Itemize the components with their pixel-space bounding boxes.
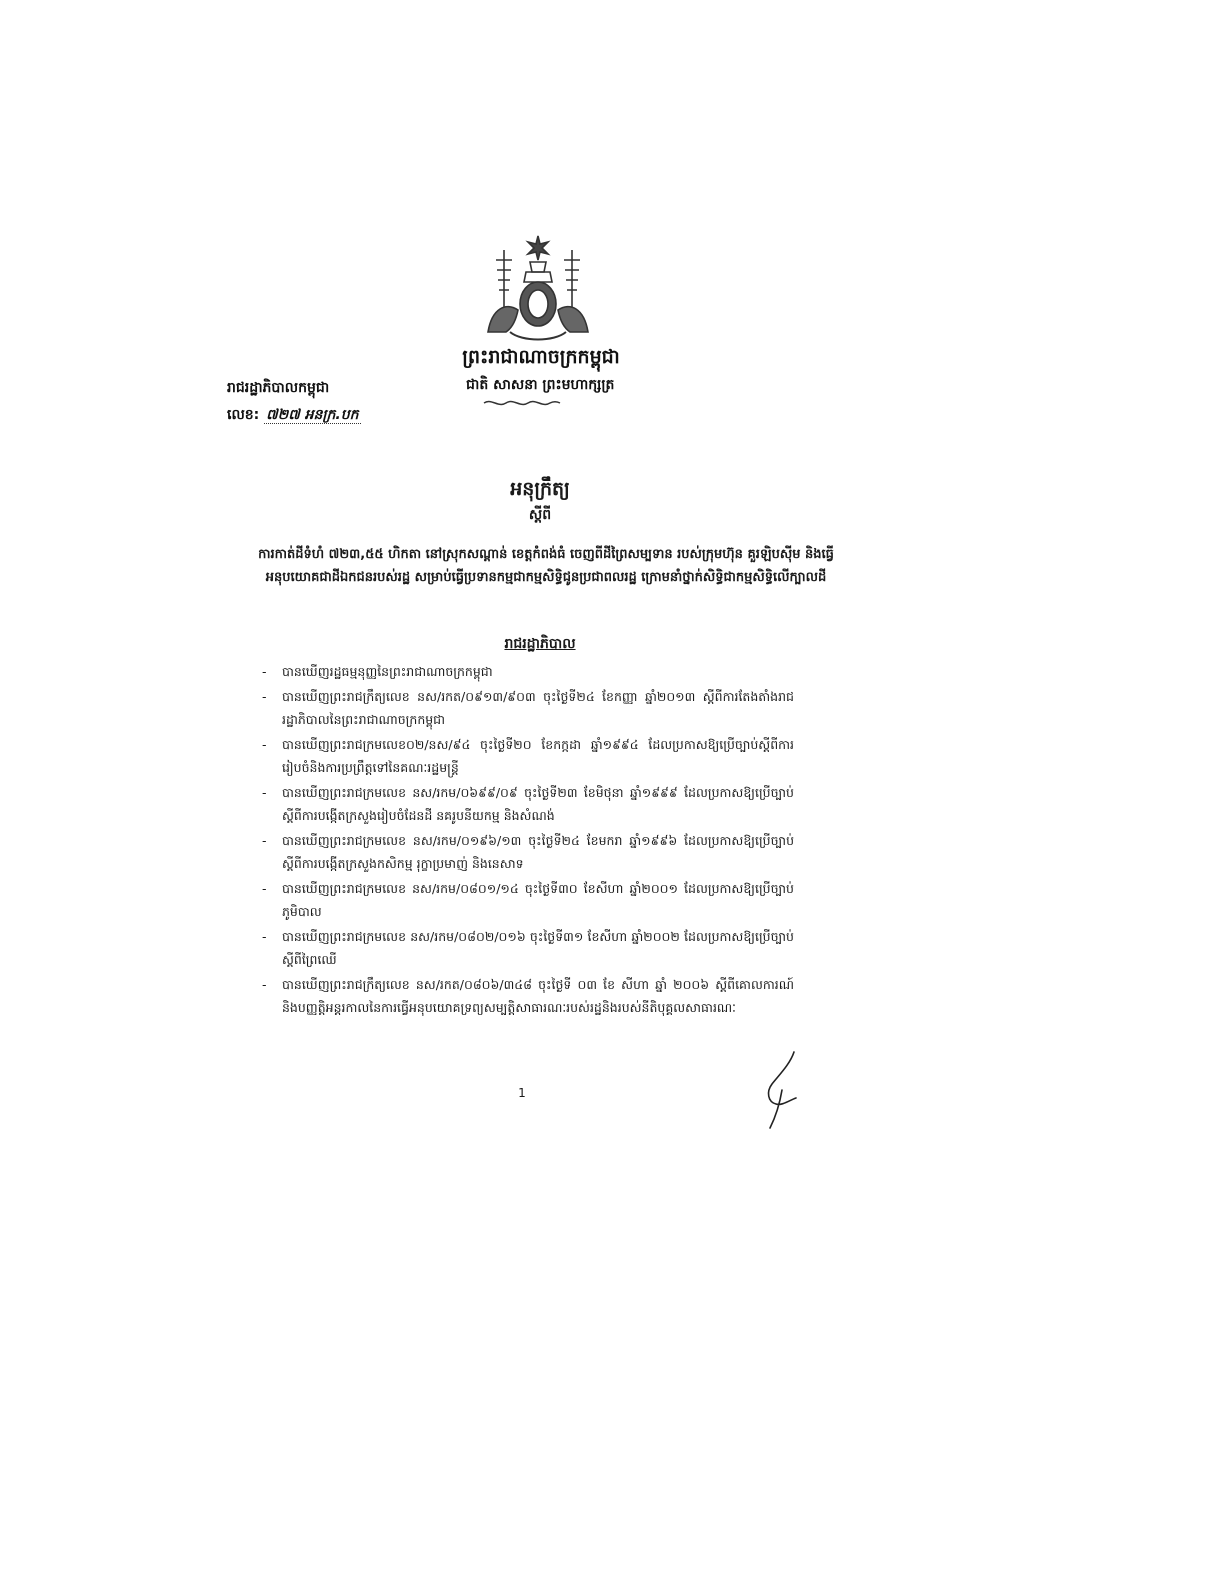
list-item: - បានឃើញព្រះរាជក្រមលេខ០២/នស/៩៤ ចុះថ្ងៃទី២០ ខែកក្កដា ឆ្នាំ១៩៩៤ ដែលប្រកាសឱ្យប្រើច្បាប់ស្តីពីការរៀបចំនិងការប្រព្រឹត្តទៅនៃគណៈរដ្ឋមន្ត្រី [258, 733, 794, 779]
number-value: ៧២៧ អនក្រ.បក [266, 407, 359, 423]
number-label: លេខ: [227, 407, 260, 423]
considerations-list [258, 660, 794, 1021]
government-header: រាជរដ្ឋាភិបាលកម្ពុជា [227, 380, 330, 396]
document-number [227, 405, 361, 426]
document-type-title: អនុក្រឹត្យ [510, 478, 570, 500]
motto-ornament [482, 398, 562, 408]
list-item: - បានឃើញព្រះរាជក្រឹត្យលេខ នស/រកត/០៩១៣/៩០៣ ចុះថ្ងៃទី២៤ ខែកញ្ញា ឆ្នាំ២០១៣ ស្តីពីការតែងតាំងរាជរដ្ឋាភិបាលនៃព្រះរាជាណាចក្រកម្ពុជា [258, 685, 794, 731]
list-item: - បានឃើញព្រះរាជក្រមលេខ នស/រកម/០៦៩៩/០៩ ចុះថ្ងៃទី២៣ ខែមិថុនា ឆ្នាំ១៩៩៩ ដែលប្រកាសឱ្យប្រើច្បាប់ស្តីពីការបង្កើតក្រសួងរៀបចំដែនដី នគរូបនីយកម្ម និងសំណង់ [258, 781, 794, 827]
list-item: - បានឃើញព្រះរាជក្រមលេខ នស/រកម/០៨០១/១៤ ចុះថ្ងៃទី៣០ ខែសីហា ឆ្នាំ២០០១ ដែលប្រកាសឱ្យប្រើច្បាប់ភូមិបាល [258, 877, 794, 923]
list-item: - បានឃើញព្រះរាជក្រមលេខ នស/រកម/០៨០២/០១៦ ចុះថ្ងៃទី៣១ ខែសីហា ឆ្នាំ២០០២ ដែលប្រកាសឱ្យប្រើច្បាប់ស្តីពីព្រៃឈើ [258, 925, 794, 971]
issuer-heading: រាជរដ្ឋាភិបាល [504, 636, 576, 652]
page-number: 1 [518, 1086, 526, 1100]
kingdom-heading: ព្រះរាជាណាចក្រកម្ពុជា [462, 346, 620, 368]
document-subject: ការកាត់ដីទំហំ ៧២៣,៥៥ ហិកតា នៅស្រុកសណ្តាន់ ខេត្តកំពង់ធំ ចេញពីដីព្រៃសម្បទាន របស់ក្រុមហ៊ុន គួរឡិបស៊ីម និងធ្វើអនុបយោគជាដីឯកជនរបស់រដ្ឋ សម្រាប់ធ្វើប្រទានកម្មជាកម្មសិទ្ធិជូនប្រជាពលរដ្ឋ ក្រោមនាំថ្នាក់សិទ្ធិជាកម្មសិទ្ធិលើក្បាលដី [258, 547, 834, 585]
list-item: - បានឃើញព្រះរាជក្រមលេខ នស/រកម/០១៩៦/១៣ ចុះថ្ងៃទី២៤ ខែមករា ឆ្នាំ១៩៩៦ ដែលប្រកាសឱ្យប្រើច្បាប់ស្តីពីការបង្កើតក្រសួងកសិកម្ម រុក្ខាប្រមាញ់ និងនេសាទ [258, 829, 794, 875]
signature-mark [760, 1050, 810, 1130]
list-item: - បានឃើញព្រះរាជក្រឹត្យលេខ នស/រកត/០៨០៦/៣៤៨ ចុះថ្ងៃទី ០៣ ខែ សីហា ឆ្នាំ ២០០៦ ស្តីពីគោលការណ៍ និងបញ្ញត្តិអន្តរកាលនៃការធ្វើអនុបយោគទ្រព្យសម្បត្តិសាធារណៈរបស់រដ្ឋនិងរបស់នីតិបុគ្គលសាធារណៈ [258, 973, 794, 1019]
national-motto: ជាតិ សាសនា ព្រះមហាក្សត្រ [466, 377, 615, 393]
royal-coat-of-arms-icon [482, 232, 594, 344]
list-item: - បានឃើញរដ្ឋធម្មនុញ្ញនៃព្រះរាជាណាចក្រកម្ពុជា [258, 660, 794, 683]
document-about-label: ស្តីពី [528, 507, 552, 523]
